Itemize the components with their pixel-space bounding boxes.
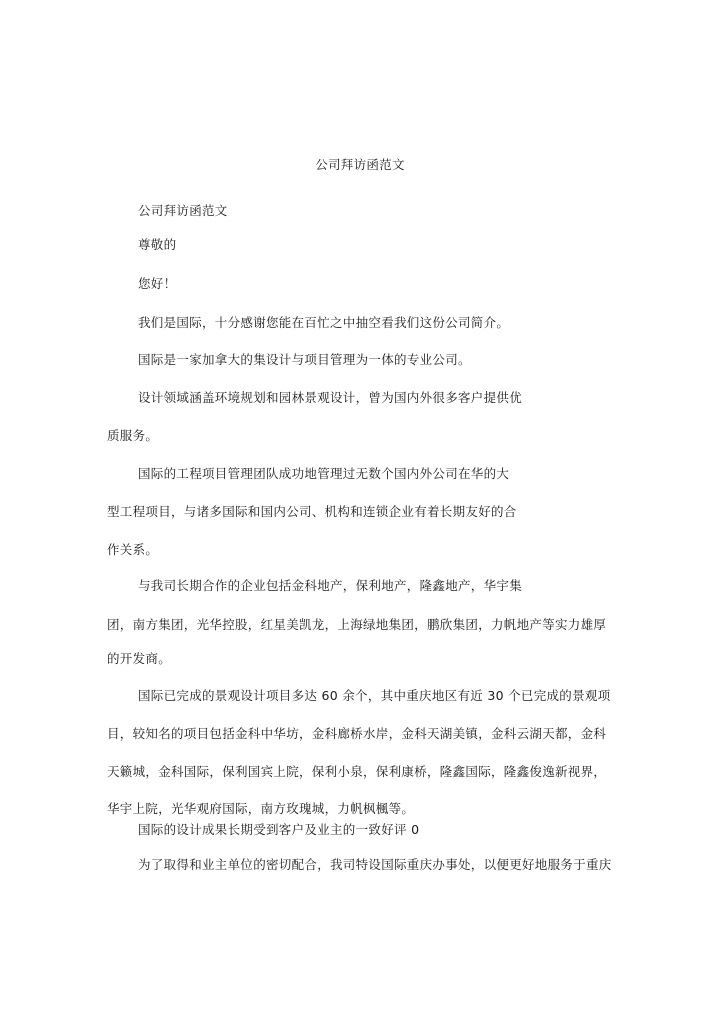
paragraph-management-line-2: 型工程项目，与诸多国际和国内公司、机构和连锁企业有着长期友好的合 bbox=[107, 504, 517, 519]
salutation-heading: 公司拜访函范文 bbox=[138, 203, 228, 218]
salutation-respectful: 尊敬的 bbox=[138, 237, 177, 252]
paragraph-projects-line-1: 国际已完成的景观设计项目多达 60 余个，其中重庆地区有近 30 个已完成的景观项 bbox=[138, 688, 611, 703]
paragraph-intro: 我们是国际，十分感谢您能在百忙之中抽空看我们这份公司简介。 bbox=[138, 315, 510, 330]
paragraph-company: 国际是一家加拿大的集设计与项目管理为一体的专业公司。 bbox=[138, 352, 471, 367]
salutation-greeting: 您好！ bbox=[138, 276, 177, 291]
paragraph-design-line-2: 质服务。 bbox=[107, 428, 159, 443]
paragraph-management-line-3: 作关系。 bbox=[107, 542, 159, 557]
paragraph-projects-line-4: 华宇上院，光华观府国际，南方玫瑰城，力帆枫楓等。 bbox=[107, 801, 415, 816]
paragraph-partners-line-2: 团，南方集团，光华控股，红星美凯龙，上海绿地集团，鹏欣集团，力帆地产等实力雄厚 bbox=[107, 617, 607, 632]
paragraph-office: 为了取得和业主单位的密切配合，我司特设国际重庆办事处，以便更好地服务于重庆 bbox=[138, 857, 612, 872]
paragraph-reviews: 国际的设计成果长期受到客户及业主的一致好评 0 bbox=[138, 822, 420, 837]
paragraph-projects-line-2: 目，较知名的项目包括金科中华坊，金科廊桥水岸，金科天湖美镇，金科云湖天都，金科 bbox=[107, 726, 607, 741]
paragraph-partners-line-1: 与我司长期合作的企业包括金科地产，保利地产，隆鑫地产，华宇集 bbox=[138, 578, 523, 593]
document-title: 公司拜访函范文 bbox=[315, 157, 405, 172]
paragraph-design-line-1: 设计领域涵盖环境规划和园林景观设计，曾为国内外很多客户提供优 bbox=[138, 390, 523, 405]
paragraph-projects-line-3: 天籁城，金科国际，保利国宾上院，保利小泉，保利康桥，隆鑫国际，隆鑫俊逸新视界， bbox=[107, 764, 607, 779]
paragraph-partners-line-3: 的开发商。 bbox=[107, 651, 172, 666]
paragraph-management-line-1: 国际的工程项目管理团队成功地管理过无数个国内外公司在华的大 bbox=[138, 466, 510, 481]
